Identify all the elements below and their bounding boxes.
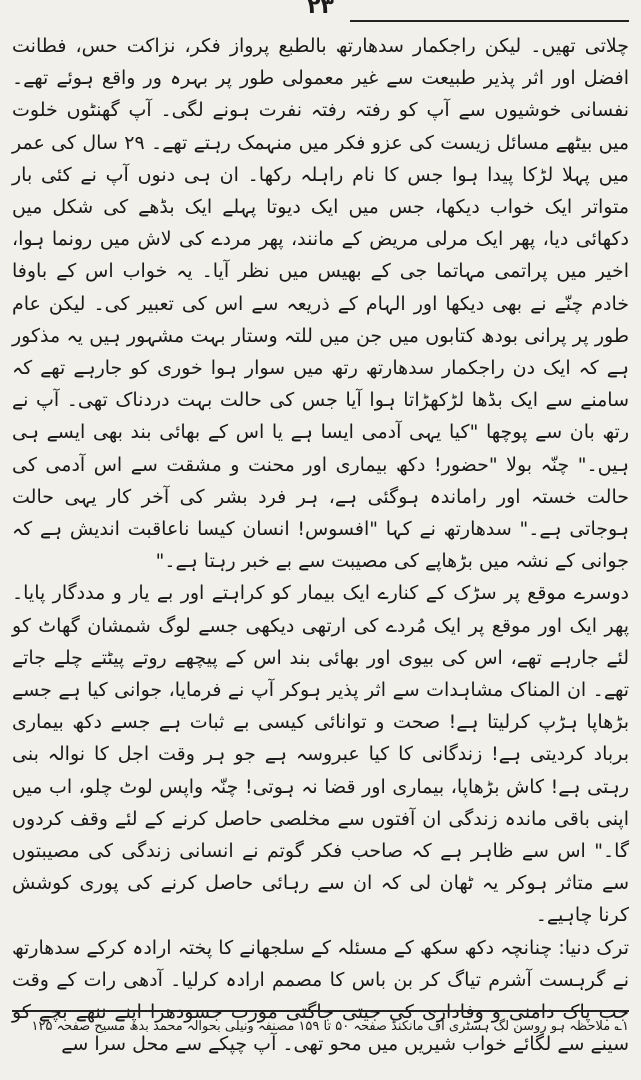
footnote-rule [12,1010,629,1012]
page-number: ۲۳ [307,0,334,19]
paragraph: چلاتی تھیں۔ لیکن راجکمار سدھارتھ بالطبع پرواز فکر، نزاکت حس، فطانت افضل اور اثر پذیر طبیعت سے غیر معمولی طور پر بہرہ ور واقع ہوئے تھے۔ نفسانی خوشیوں سے آپ کو رفتہ رفتہ نفرت ہونے لگی۔ آپ گھنٹوں خلوت میں بیٹھے مسائل زیست کی عزو فکر میں منہمک رہتے تھے۔ ۲۹ سال کی عمر میں پہلا لڑکا پیدا ہوا جس کا نام راہلہ رکھا۔ ان ہی دنوں آپ نے کئی بار متواتر ایک خواب دیکھا، جس میں ایک دیوتا پہلے ایک بڈھے کی شکل میں دکھائی دیا، پھر ایک مرلی مریض کے مانند، پھر مردے کی لاش میں رونما ہوا، اخیر میں پراتمی مہاتما جی کے بھیس میں نظر آیا۔ یہ خواب اس کے باوفا خادم چنّے نے بھی دیکھا اور الہام کے ذریعہ سے اس کی تعبیر کی۔ لیکن عام طور پر پرانی بودھ کتابوں میں جن میں للتہ وستار بہت مشہور ہیں یہ مذکور ہے کہ ایک دن راجکمار سدھارتھ رتھ میں سوار ہوا خوری کو جارہے تھے کہ سامنے سے ایک بڈھا لڑکھڑاتا ہوا آیا جس کی حالت بہت دردناک تھی۔ آپ نے رتھ بان سے پوچھا "کیا یہی آدمی ایسا ہے یا اس کے بھائی بند بھی ایسے ہی ہیں۔" چنّہ بولا "حضور! دکھ بیماری اور محنت و مشقت سے اس آدمی کی حالت خستہ اور راماندہ ہوگئی ہے، ہر فرد بشر کی آخر کار یہی حالت ہوجاتی ہے۔" سدھارتھ نے کہا "افسوس! انسان کیسا ناعاقبت اندیش ہے کہ جوانی کے نشہ میں بڑھاپے کی مصیبت سے بے خبر رہتا ہے۔" [12,35,629,573]
paragraph: دوسرے موقع پر سڑک کے کنارے ایک بیمار کو کراہتے اور بے یار و مددگار پایا۔ پھر ایک اور موقع پر ایک مُردے کی ارتھی دیکھی جسے لوگ شمشان گھاٹ کو لئے جارہے تھے، اس کی بیوی اور بھائی بند اس کے پیچھے روتے پیٹتے چلے جاتے تھے۔ ان المناک مشاہدات سے اثر پذیر ہوکر آپ نے فرمایا، جوانی کیا ہے جسے بڑھاپا ہڑپ کرلیتا ہے! صحت و توانائی کیسی بے ثبات ہے جسے دکھ بیماری برباد کردیتی ہے! زندگانی کا کیا عبروسہ ہے جو ہر وقت اجل کا نوالہ بنی رہتی ہے! کاش بڑھاپا، بیماری اور قضا نہ ہوتی! چنّہ واپس لوٹ چلو، اب میں اپنی باقی ماندہ زندگی ان آفتوں سے مخلصی حاصل کرنے کے لئے وقف کردوں گا۔" اس سے ظاہر ہے کہ صاحب فکر گوتم نے انسانی زندگی کی مصیبتوں سے متاثر ہوکر یہ ٹھان لی کہ ان سے رہائی حاصل کرنے کی پوری کوشش کرنا چاہیے۔ [12,582,629,927]
body-text [12,30,629,1061]
paragraph: ترک دنیا: چنانچہ دکھ سکھ کے مسئلہ کے سلجھانے کا پختہ ارادہ کرکے سدھارتھ نے گرہست آشرم تیاگ کر بن باس کا مصمم ارادہ کرلیا۔ آدھی رات کے وقت جب پاک دامنی و وفاداری کی جیتی جاگتی مورت جسودھرا اپنے ننھے بچے کو سینے سے لگائے خواب شیریں میں محو تھی۔ آپ چپکے سے محل سرا سے [12,936,629,1056]
footnote: ۱؎ ملاحظہ ہو روسن لگ ہسٹری آف مانکنڈ صفحہ ۵۰ تا ۱۵۹ مصنفہ ونیلی بحوالہ محمد بدھ مسیح صفحہ ۱۲۵ [31,1019,629,1034]
header-rule [350,20,629,22]
